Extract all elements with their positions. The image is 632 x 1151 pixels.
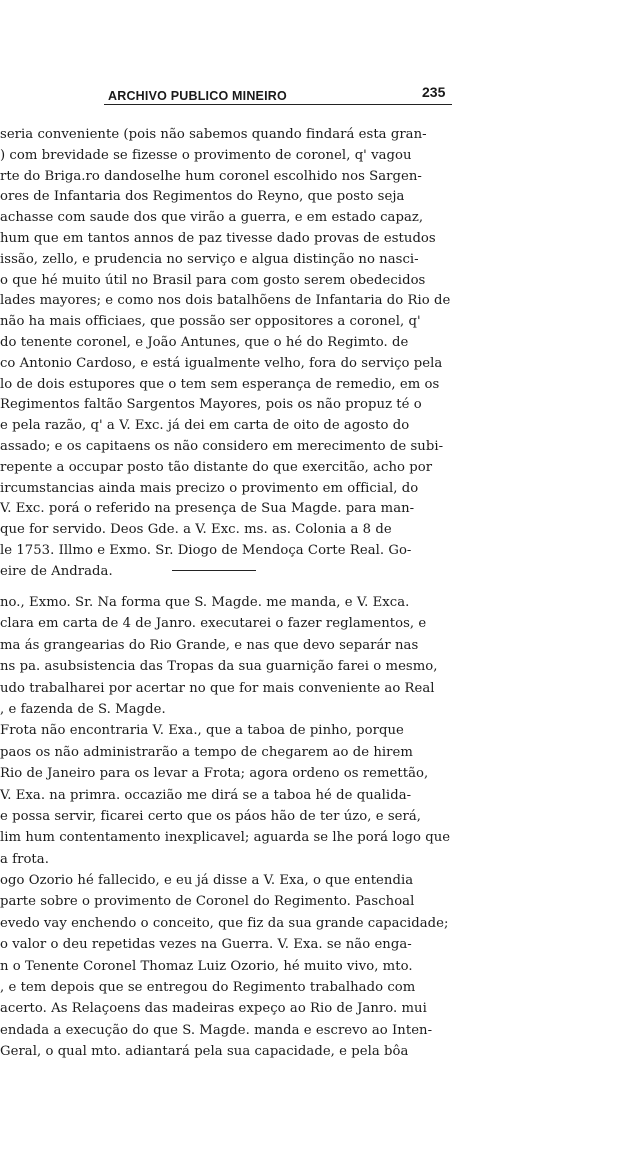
text-line: e pela razão, q' a V. Exc. já dei em carta de oito de agosto do: [0, 418, 410, 434]
section-separator: [172, 570, 256, 571]
text-line: acerto. As Relaçoens das madeiras expeço ao Rio de Janro. mui: [0, 1001, 427, 1017]
text-line: não ha mais officiaes, que possão ser oppositores a coronel, q': [0, 314, 421, 330]
text-line: assado; e os capitaens os não considero em merecimento de subi-: [0, 438, 444, 454]
text-line: ircumstancias ainda mais precizo o provimento em official, do: [0, 480, 419, 496]
text-line: ) com brevidade se fizesse o provimento de coronel, q' vagou: [0, 147, 412, 163]
text-line: que for servido. Deos Gde. a V. Exc. ms. as. Colonia a 8 de: [0, 522, 392, 538]
running-header-title: ARCHIVO PUBLICO MINEIRO: [108, 89, 287, 103]
running-header: [0, 84, 452, 106]
text-line: ores de Infantaria dos Regimentos do Reyno, que posto seja: [0, 189, 405, 205]
text-line: Rio de Janeiro para os levar a Frota; agora ordeno os remettão,: [0, 766, 429, 782]
text-line: rte do Briga.ro dandoselhe hum coronel escolhido nos Sargen-: [0, 168, 422, 184]
text-line: o que hé muito útil no Brasil para com gosto serem obedecidos: [0, 272, 426, 288]
text-line: o valor o deu repetidas vezes na Guerra. V. Exa. se não enga-: [0, 937, 412, 953]
text-line: achasse com saude dos que virão a guerra, e em estado capaz,: [0, 210, 424, 226]
page-number: 235: [422, 84, 446, 100]
text-line: co Antonio Cardoso, e está igualmente velho, fora do serviço pela: [0, 355, 443, 371]
text-line: Geral, o qual mto. adiantará pela sua capacidade, e pela bôa: [0, 1044, 409, 1060]
letter-paragraph-2: [0, 592, 470, 1063]
text-line: V. Exc. porá o referido na presença de Sua Magde. para man-: [0, 501, 415, 517]
text-line: ogo Ozorio hé fallecido, e eu já disse a V. Exa, o que entendia: [0, 873, 414, 889]
text-line: lo de dois estupores que o tem sem esperança de remedio, em os: [0, 376, 440, 392]
text-line: a frota.: [0, 851, 49, 867]
text-line: , e fazenda de S. Magde.: [0, 701, 166, 717]
text-line: le 1753. Illmo e Exmo. Sr. Diogo de Mendoça Corte Real. Go-: [0, 542, 412, 558]
text-line: n o Tenente Coronel Thomaz Luiz Ozorio, hé muito vivo, mto.: [0, 958, 413, 974]
text-line: paos os não administrarão a tempo de chegarem ao de hirem: [0, 744, 413, 760]
header-rule: [104, 104, 452, 105]
text-line: no., Exmo. Sr. Na forma que S. Magde. me manda, e V. Exca.: [0, 595, 410, 610]
text-line: lades mayores; e como nos dois batalhõens de Infantaria do Rio de: [0, 293, 451, 309]
text-line: do tenente coronel, e João Antunes, que o hé do Regimto. de: [0, 334, 409, 350]
text-line: clara em carta de 4 de Janro. executarei o fazer reglamentos, e: [0, 616, 427, 632]
text-line: udo trabalharei por acertar no que for mais conveniente ao Real: [0, 680, 435, 696]
text-line: lim hum contentamento inexplicavel; aguarda se lhe porá logo que: [0, 830, 451, 846]
text-line: ma ás grangearias do Rio Grande, e nas que devo separár nas: [0, 637, 419, 653]
text-line: V. Exa. na primra. occazião me dirá se a taboa hé de qualida-: [0, 787, 412, 803]
text-line: endada a execução do que S. Magde. manda e escrevo ao Inten-: [0, 1022, 433, 1038]
text-line: , e tem depois que se entregou do Regimento trabalhado com: [0, 980, 416, 996]
text-line: issão, zello, e prudencia no serviço e algua distinção no nasci-: [0, 251, 419, 267]
text-line: repente a occupar posto tão distante do que exercitão, acho por: [0, 459, 433, 475]
text-line: Frota não encontraria V. Exa., que a taboa de pinho, porque: [0, 723, 404, 739]
text-line: e possa servir, ficarei certo que os páos hão de ter úzo, e será,: [0, 808, 422, 824]
letter-paragraph-1: [0, 125, 470, 583]
text-line: hum que em tantos annos de paz tivesse dado provas de estudos: [0, 230, 436, 246]
text-line: ns pa. asubsistencia das Tropas da sua guarnição farei o mesmo,: [0, 659, 438, 675]
text-line: eire de Andrada.: [0, 563, 113, 579]
text-line: Regimentos faltão Sargentos Mayores, pois os não propuz té o: [0, 397, 422, 413]
text-line: evedo vay enchendo o conceito, que fiz da sua grande capacidade;: [0, 915, 449, 931]
text-line: parte sobre o provimento de Coronel do Regimento. Paschoal: [0, 894, 415, 910]
text-line: seria conveniente (pois não sabemos quando findará esta gran-: [0, 127, 427, 142]
